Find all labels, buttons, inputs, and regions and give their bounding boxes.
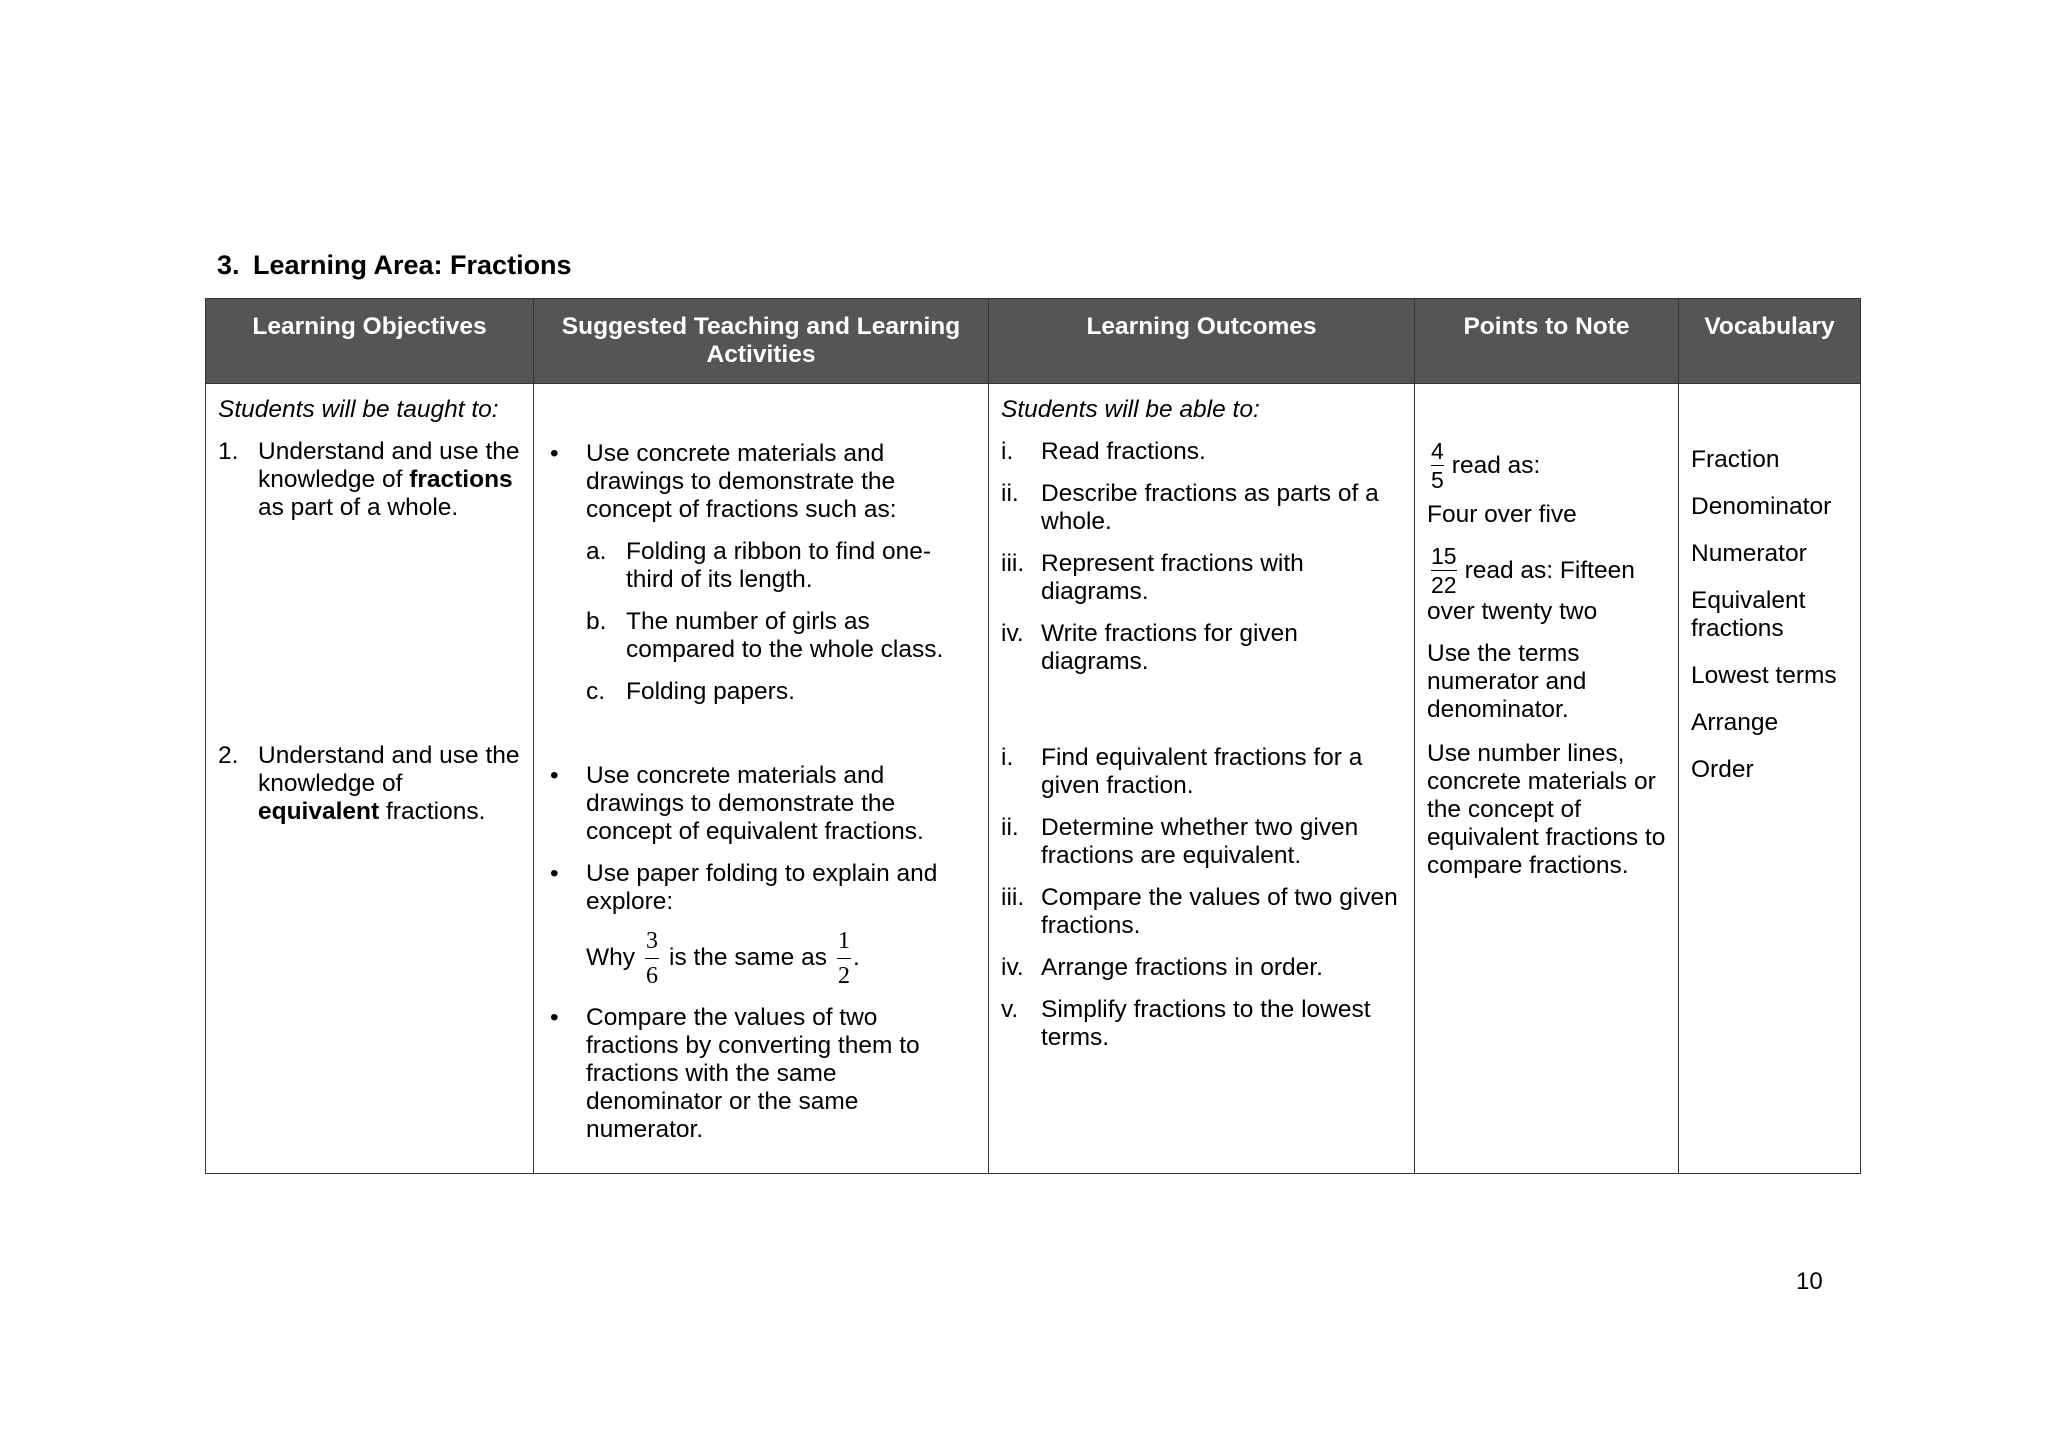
fraction-numerator: 15 [1431, 543, 1457, 569]
outcome-number: iv. [1001, 954, 1024, 981]
outcome-text: Simplify fractions to the lowest terms. [1041, 996, 1371, 1051]
vocabulary-item: Denominator [1691, 493, 1832, 520]
vocabulary-item: Equivalent fractions [1691, 587, 1806, 642]
section-number: 3. [217, 250, 240, 280]
outcome-number: i. [1001, 744, 1014, 771]
outcomes-intro: Students will be able to: [1001, 396, 1260, 423]
outcome-item [1001, 996, 1402, 1052]
outcome-item [1001, 620, 1402, 676]
fraction-denominator: 6 [646, 962, 658, 989]
objective-text-bold: fractions [409, 466, 513, 493]
header-activities: Suggested Teaching and Learning Activities [534, 299, 989, 384]
why-post: . [852, 944, 860, 971]
content-row [206, 384, 1861, 1174]
page-number: 10 [1796, 1268, 1823, 1295]
outcome-number: iv. [1001, 620, 1024, 647]
activity-bullet [546, 440, 976, 524]
outcome-item [1001, 480, 1402, 536]
bullet-icon: • [550, 860, 559, 887]
fraction-denominator: 2 [837, 962, 850, 989]
outcomes-cell [989, 384, 1415, 1174]
objective-text-pre: Understand and use the knowledge of [258, 438, 520, 493]
sub-label: a. [586, 538, 607, 565]
outcome-text: Determine whether two given fractions are equivalent. [1041, 814, 1359, 869]
sub-text: Folding papers. [626, 678, 795, 705]
outcome-item [1001, 884, 1402, 940]
outcome-number: i. [1001, 438, 1014, 465]
objective-number: 1. [218, 438, 239, 465]
sub-label: b. [586, 608, 607, 635]
syllabus-table [205, 298, 1861, 1174]
objective-text [258, 438, 521, 522]
activities-cell [534, 384, 989, 1174]
objective-text [258, 742, 521, 826]
objective-number: 2. [218, 742, 239, 769]
objectives-cell [206, 384, 534, 1174]
objectives-intro: Students will be taught to: [218, 396, 499, 423]
outcome-text: Compare the values of two given fractions. [1041, 884, 1398, 939]
section-title-text: Learning Area: Fractions [253, 250, 572, 280]
fraction-numerator: 3 [646, 927, 658, 954]
header-vocabulary: Vocabulary [1679, 299, 1861, 384]
fraction-bar [1431, 570, 1457, 571]
activity-text: Use concrete materials and drawings to demonstrate the concept of equivalent fractions. [586, 762, 924, 845]
outcome-text: Read fractions. [1041, 438, 1206, 465]
header-points: Points to Note [1415, 299, 1679, 384]
fraction-bar [837, 958, 851, 959]
points-cell [1415, 384, 1679, 1174]
objective-2 [218, 742, 521, 826]
points-fraction-four-fifths [1427, 438, 1666, 493]
activity-sub-item [586, 608, 976, 664]
points-fraction-fifteen-22nds [1427, 543, 1666, 598]
why-mid: is the same as [669, 944, 827, 971]
outcome-item [1001, 814, 1402, 870]
outcome-item [1001, 550, 1402, 606]
activity-bullet [546, 762, 976, 846]
points-reading-fifteen-22nds: over twenty two [1427, 598, 1598, 625]
sub-text: The number of girls as compared to the whole class. [626, 608, 944, 663]
why-example [586, 920, 976, 996]
header-row [206, 299, 1861, 384]
outcome-text: Arrange fractions in order. [1041, 954, 1323, 981]
fraction-one-half [837, 928, 851, 989]
sub-text: Folding a ribbon to find one-third of its length. [626, 538, 932, 593]
vocabulary-item: Arrange [1691, 709, 1779, 736]
fraction-denominator: 22 [1431, 572, 1457, 598]
fraction-denominator: 5 [1431, 467, 1444, 493]
objective-text-post: fractions. [379, 798, 486, 825]
bullet-icon: • [550, 1004, 559, 1031]
outcome-item [1001, 438, 1402, 466]
points-terms-note: Use the terms numerator and denominator. [1427, 640, 1587, 723]
activity-text: Compare the values of two fractions by converting them to fractions with the same denominator or the same numerator. [586, 1004, 920, 1143]
points-reading-four-fifths: Four over five [1427, 501, 1577, 528]
outcome-number: v. [1001, 996, 1019, 1023]
activity-sub-item [586, 538, 976, 594]
section-title [217, 250, 572, 281]
fraction-numerator: 4 [1431, 438, 1444, 464]
outcome-text: Describe fractions as parts of a whole. [1041, 480, 1379, 535]
sub-label: c. [586, 678, 606, 705]
vocabulary-item: Order [1691, 756, 1754, 783]
fraction-numerator: 1 [837, 927, 850, 954]
activity-bullet [546, 1004, 976, 1144]
fraction-fifteen-22nds [1431, 543, 1457, 598]
outcome-number: iii. [1001, 550, 1025, 577]
outcome-text: Represent fractions with diagrams. [1041, 550, 1304, 605]
vocabulary-item: Fraction [1691, 446, 1780, 473]
objective-text-post: as part of a whole. [258, 494, 459, 521]
fraction-four-fifths [1431, 438, 1444, 493]
read-as-label: read as: [1451, 451, 1541, 479]
read-as-label: read as: Fifteen [1464, 556, 1635, 584]
objective-1 [218, 438, 521, 522]
activity-sub-item [586, 678, 976, 706]
header-outcomes: Learning Outcomes [989, 299, 1415, 384]
points-compare-note: Use number lines, concrete materials or the concept of equivalent fractions to compare fractions. [1427, 740, 1666, 879]
outcome-text: Write fractions for given diagrams. [1041, 620, 1298, 675]
fraction-three-sixths [645, 928, 659, 989]
activity-bullet [546, 860, 976, 916]
outcome-number: iii. [1001, 884, 1025, 911]
bullet-icon: • [550, 440, 559, 467]
vocabulary-item: Numerator [1691, 540, 1807, 567]
activity-text: Use paper folding to explain and explore: [586, 860, 938, 915]
outcome-text: Find equivalent fractions for a given fraction. [1041, 744, 1363, 799]
why-pre: Why [586, 944, 635, 971]
bullet-icon: • [550, 762, 559, 789]
objective-text-pre: Understand and use the knowledge of [258, 742, 520, 797]
activity-text: Use concrete materials and drawings to demonstrate the concept of fractions such as: [586, 440, 897, 523]
outcome-item [1001, 744, 1402, 800]
fraction-bar [645, 958, 659, 959]
outcome-number: ii. [1001, 814, 1019, 841]
vocabulary-item: Lowest terms [1691, 662, 1837, 689]
vocabulary-cell [1679, 384, 1861, 1174]
fraction-bar [1431, 465, 1444, 466]
header-objectives: Learning Objectives [206, 299, 534, 384]
outcome-item [1001, 954, 1402, 982]
objective-text-bold: equivalent [258, 798, 380, 825]
outcome-number: ii. [1001, 480, 1019, 507]
